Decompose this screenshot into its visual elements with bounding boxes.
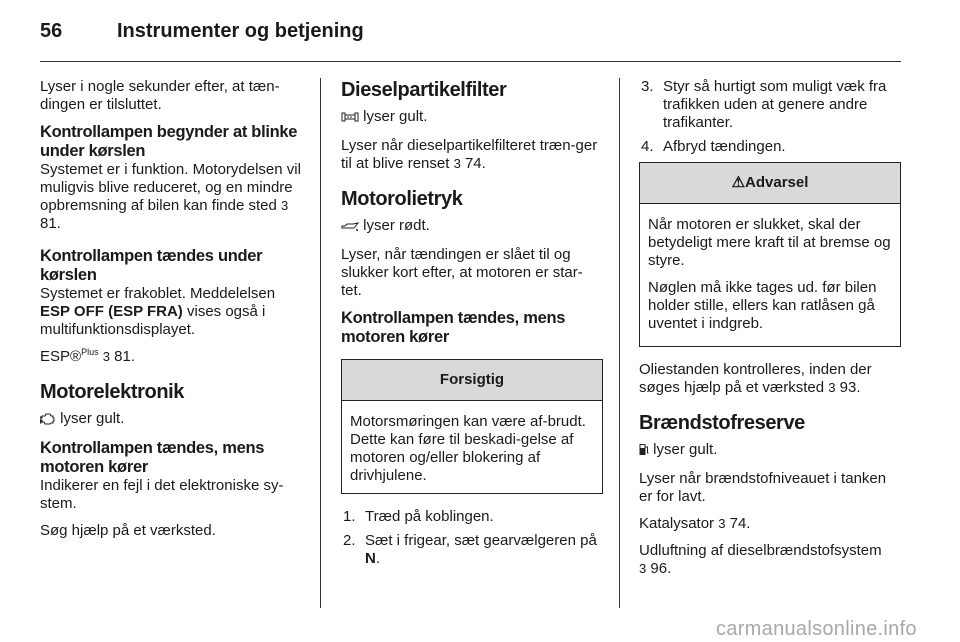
- ref-arrow-icon: 3: [453, 156, 461, 171]
- list-item: 3. Styr så hurtigt som muligt væk fra trafikken uden at genere andre trafikanter.: [641, 78, 887, 131]
- engine-check-icon: [40, 412, 56, 430]
- catalyst-text: Katalysator 3 74.: [639, 515, 751, 532]
- column-left: [40, 78, 302, 549]
- ref-arrow-icon: 3: [102, 349, 110, 364]
- heading-dpf: Dieselpartikelfilter: [341, 79, 507, 101]
- ref-arrow-icon: 3: [281, 198, 289, 213]
- column-divider: [619, 78, 620, 608]
- heading-engine-electronics: Motorelektronik: [40, 381, 185, 403]
- page-title: Instrumenter og betjening: [117, 20, 364, 42]
- header-divider: [40, 61, 901, 62]
- list-item: 2. Sæt i frigear, sæt gearvælgeren på N.: [343, 532, 597, 567]
- fuel-text: Lyser når brændstofniveauet i tanken er for lavt.: [639, 470, 887, 505]
- ref-arrow-icon: 3: [828, 380, 836, 395]
- heading-fuel-reserve: Brændstofreserve: [639, 412, 805, 434]
- column-middle: [341, 78, 603, 574]
- caution-text: Motorsmøringen kan være af-brudt. Dette kan føre til beskadi-gelse af motoren og/eller blokering af drivhjulene.: [350, 413, 586, 484]
- esp-off-message: ESP OFF (ESP FRA): [40, 303, 183, 320]
- warning-text-1: Når motoren er slukket, skal der betydeligt mere kraft til at bremse og styre.: [648, 216, 891, 269]
- heading-lit: Kontrollampen tændes under kørslen: [40, 247, 263, 284]
- page-header: [0, 0, 960, 62]
- dpf-lamp-text: lyser gult.: [341, 108, 603, 128]
- workshop-text: Søg hjælp på et værksted.: [40, 522, 216, 539]
- heading-engine-running: Kontrollampen tændes, mens motoren kører: [40, 439, 265, 476]
- heading-oil-pressure: Motorolietryk: [341, 188, 463, 210]
- page-ref[interactable]: 93.: [839, 379, 861, 396]
- engine-lamp-text: lyser gult.: [40, 410, 302, 430]
- list-item: 4. Afbryd tændingen.: [641, 138, 786, 155]
- list-item: 1. Træd på koblingen.: [343, 508, 494, 525]
- oil-text: Lyser, når tændingen er slået til og slukker kort efter, at motoren er star-tet.: [341, 246, 583, 299]
- lit-text: Systemet er frakoblet. Meddelelsen ESP OFF (ESP FRA) vises også i multifunktionsdisplayet.: [40, 285, 276, 338]
- heading-oil-running: Kontrollampen tændes, mens motoren kører: [341, 309, 566, 346]
- page-ref[interactable]: 81.: [114, 348, 136, 365]
- oil-lamp-text: lyser rødt.: [341, 217, 603, 237]
- bleeding-text: Udluftning af dieselbrændstofsystem 3 96.: [639, 542, 882, 577]
- steps-list: [341, 508, 603, 568]
- column-right: [639, 78, 901, 587]
- particle-filter-icon: [341, 110, 359, 128]
- watermark: carmanualsonline.info: [716, 618, 917, 640]
- dpf-text: Lyser når dieselpartikelfilteret træn-ger til at blive renset 3 74.: [341, 137, 598, 172]
- blink-text: Systemet er i funktion. Motorydelsen vil muligvis blive reduceret, og en mindre opbremsning af bilen kan finde sted 3 81.: [40, 161, 301, 232]
- ref-arrow-icon: 3: [718, 516, 726, 531]
- caution-box: [341, 359, 603, 494]
- warning-title: ⚠Advarsel: [640, 163, 900, 204]
- heading-blink: Kontrollampen begynder at blinke under kørslen: [40, 123, 298, 160]
- warning-box: [639, 162, 901, 347]
- ref-arrow-icon: 3: [639, 561, 647, 576]
- fuel-pump-icon: [639, 443, 649, 461]
- page-ref[interactable]: 74.: [464, 155, 486, 172]
- oil-check-text: Oliestanden kontrolleres, inden der søges hjælp på et værksted 3 93.: [639, 361, 872, 396]
- page-ref[interactable]: 81.: [40, 215, 61, 232]
- warning-triangle-icon: ⚠: [731, 174, 746, 191]
- column-divider: [320, 78, 321, 608]
- oil-can-icon: [341, 219, 359, 237]
- caution-title: Forsigtig: [342, 360, 602, 401]
- engine-running-text: Indikerer en fejl i det elektroniske sy-stem.: [40, 477, 284, 512]
- steps-list-continued: [639, 78, 901, 156]
- warning-text-2: Nøglen må ikke tages ud. før bilen holder stille, ellers kan ratlåsen gå uventet i indgreb.: [648, 279, 877, 332]
- intro-text: Lyser i nogle sekunder efter, at tæn-dingen er tilsluttet.: [40, 78, 280, 113]
- page-ref[interactable]: 74.: [729, 515, 751, 532]
- page-number: 56: [40, 20, 63, 42]
- fuel-lamp-text: lyser gult.: [639, 441, 901, 461]
- page-ref[interactable]: 96.: [650, 560, 672, 577]
- esp-plus-ref: ESP®$^{Plus}$ 3 81.: [40, 347, 136, 365]
